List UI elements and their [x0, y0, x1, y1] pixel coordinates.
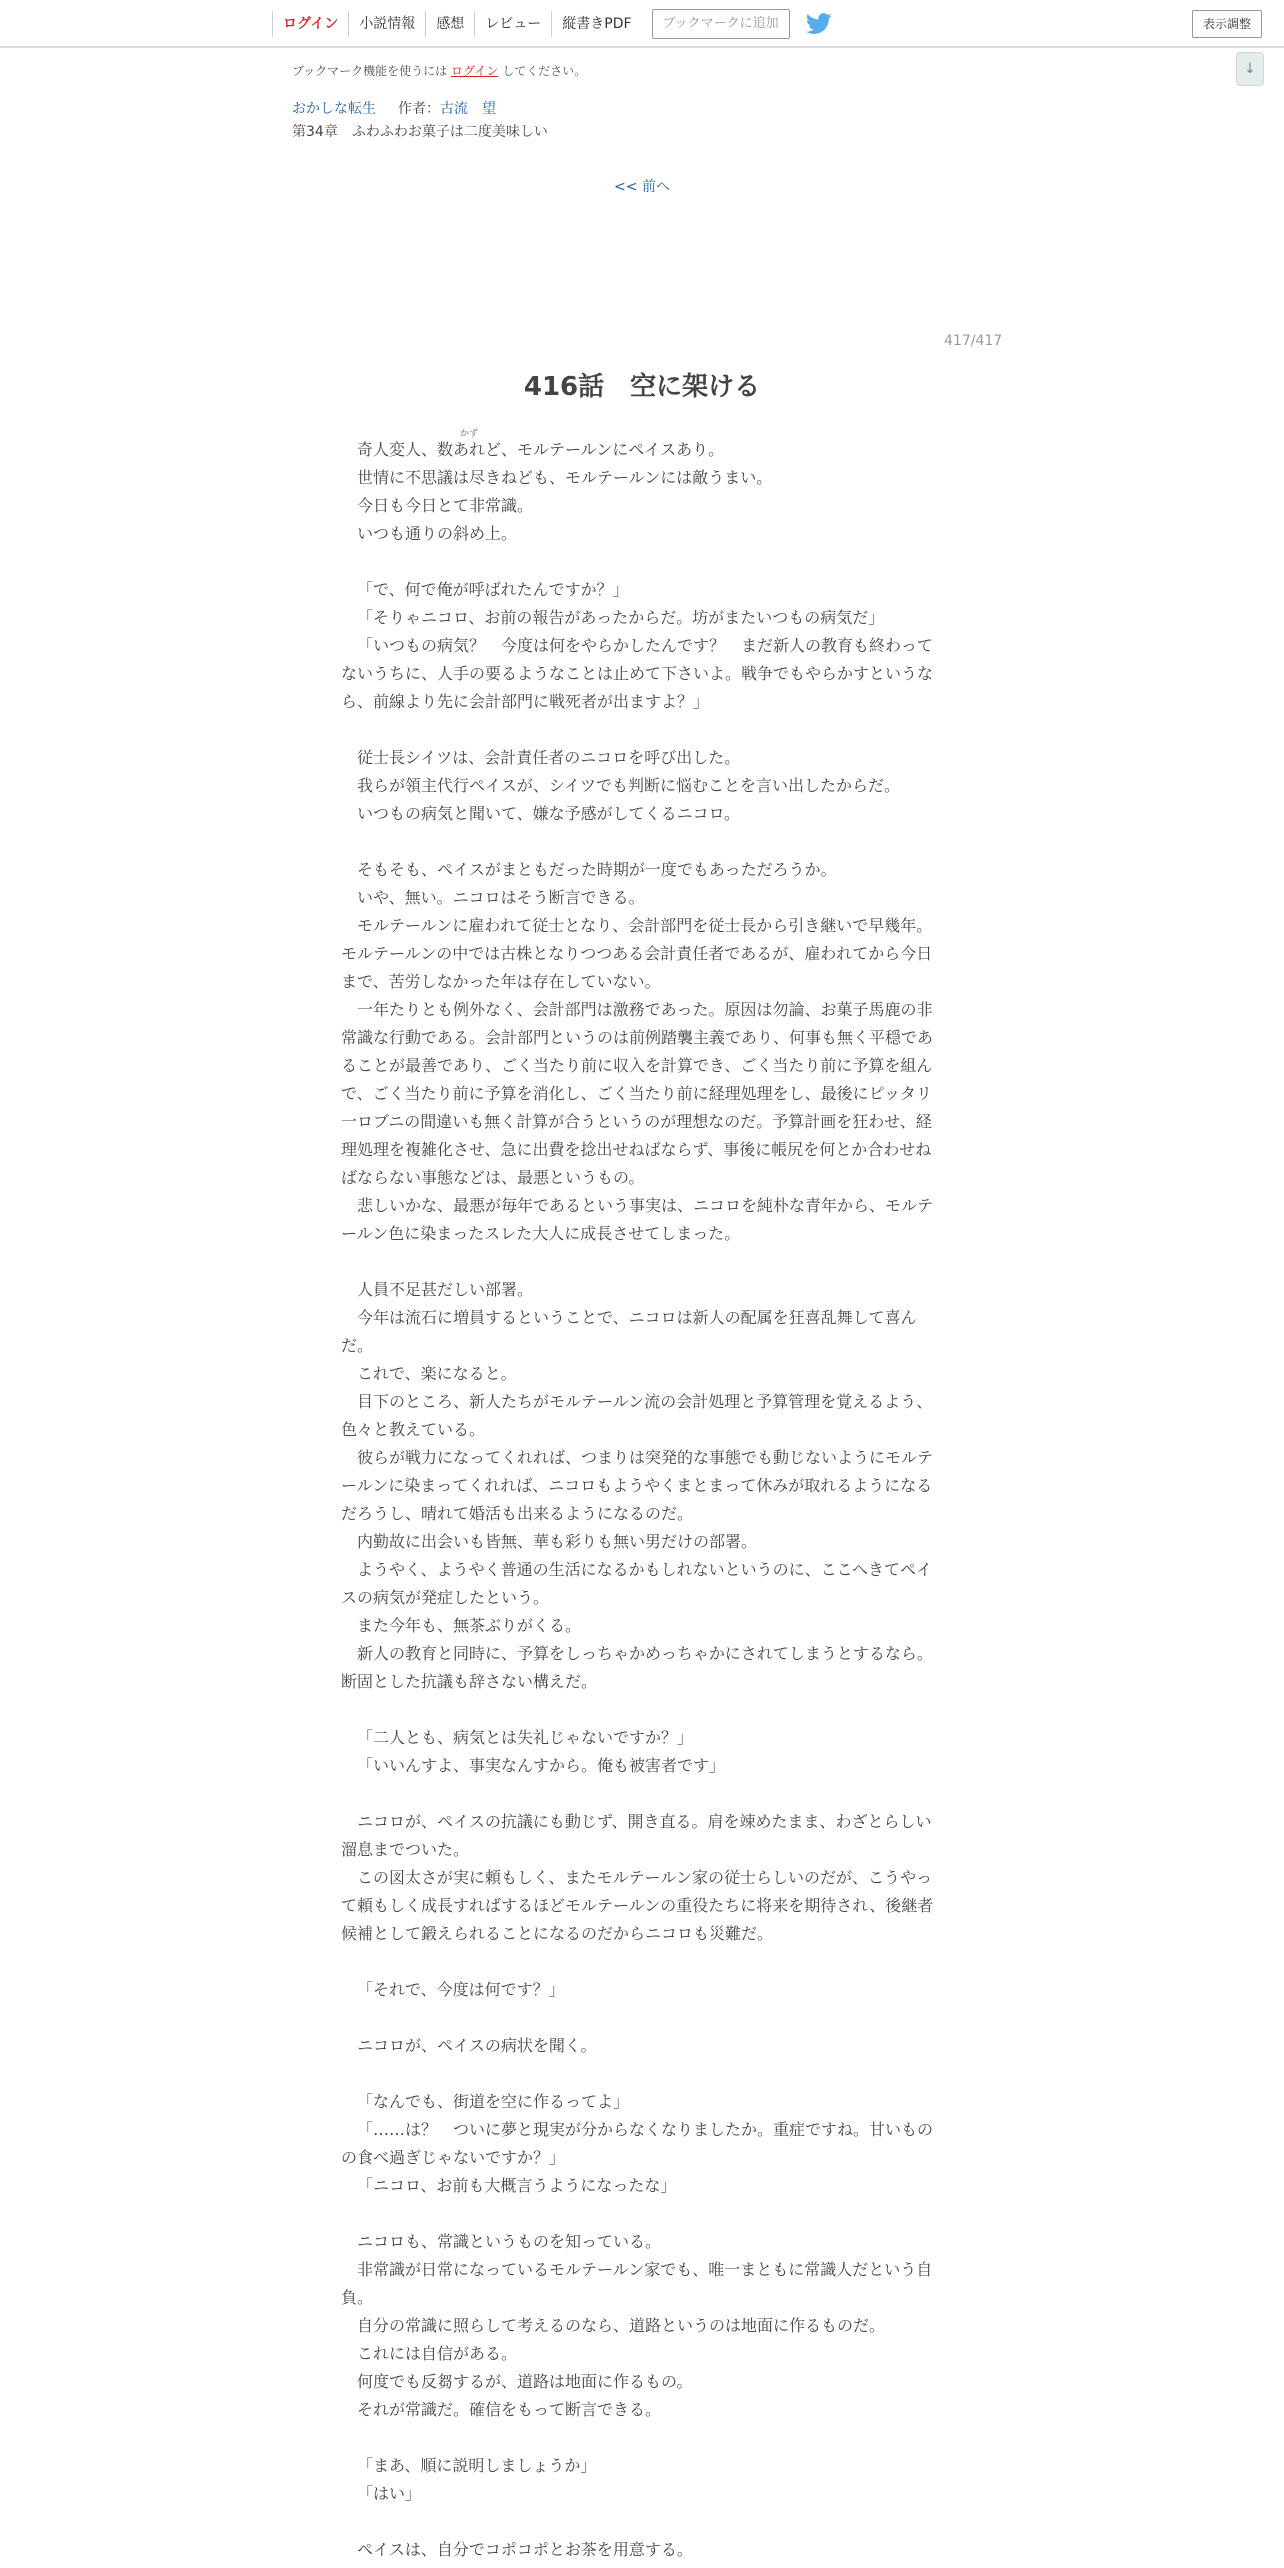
paragraph: 人員不足甚だしい部署。	[357, 1280, 534, 1299]
paragraph: 「なんでも、街道を空に作るってよ」	[357, 2092, 630, 2111]
global-header	[0, 0, 1284, 48]
paragraph: 悲しいかな、最悪が毎年であるという事実は、ニコロを純朴な青年から、モルテールン色に染まったスレた大人に成長させてしまった。	[341, 1196, 934, 1243]
notice-text: ブックマーク機能を使うには	[292, 64, 451, 78]
add-bookmark-button[interactable]: ブックマークに追加	[652, 9, 790, 39]
blank-line	[341, 2004, 937, 2032]
paragraph: 「ニコロ、お前も大概言うようになったな」	[357, 2176, 677, 2195]
scroll-down-button[interactable]: ↓	[1236, 52, 1264, 86]
prev-nav	[0, 176, 1284, 196]
paragraph: この図太さが実に頼もしく、またモルテールン家の従士らしいのだが、こうやって頼もしく成長すればするほどモルテールンの重役たちに将来を期待され、後継者候補として鍛えられることになるのだからニコロも災難だ。	[341, 1868, 934, 1943]
author-link[interactable]: 古流 望	[440, 101, 496, 117]
paragraph: また今年も、無茶ぶりがくる。	[357, 1616, 582, 1635]
paragraph: いつも通りの斜め上。	[357, 524, 518, 543]
blank-line	[341, 828, 937, 856]
blank-line	[341, 1780, 937, 1808]
paragraph: 「いいんすよ、事実なんすから。俺も被害者です」	[357, 1756, 726, 1775]
paragraph: モルテールンに雇われて従士となり、会計部門を従士長から引き継いで早幾年。モルテールンの中では古株となりつつある会計責任者であるが、雇われてから今日まで、苦労しなかった年は存在していない。	[341, 916, 933, 991]
episode-title: 416話 空に架ける	[523, 372, 761, 402]
paragraph: 内勤故に出会いも皆無、華も彩りも無い男だけの部署。	[357, 1532, 758, 1551]
paragraph: 奇人変人、数あれど、モルテールンにペイスあり。 かず	[357, 429, 725, 459]
paragraph: 一年たりとも例外なく、会計部門は激務であった。原因は勿論、お菓子馬鹿の非常識な行動である。会計部門というのは前例踏襲主義であり、何事も無く平穏であることが最善であり、ごく当たり前に収入を計算でき、ごく当たり前に予算を組んで、ごく当たり前に予算を消化し、ごく当たり前に経理処理をし、最後にピッタリ一ロブニの間違いも無く計算が合うというのが理想なのだ。予算計画を狂わせ、経理処理を複雑化させ、急に出費を捻出せねばならず、事後に帳尻を何とか合わせねばならない事態などは、最悪というもの。	[341, 1000, 934, 1187]
paragraph: ニコロも、常識というものを知っている。	[357, 2232, 662, 2251]
paragraph: 今日も今日とて非常識。	[357, 496, 534, 515]
paragraph: 「いつもの病気？ 今度は何をやらかしたんです？ まだ新人の教育も終わってないうちに、人手の要るようなことは止めて下さいよ。戦争でもやらかすというなら、前線より先に会計部門に戦死者が出ますよ？」	[341, 636, 934, 711]
paragraph: これで、楽になると。	[357, 1364, 517, 1383]
nav-novel-info[interactable]: 小説情報	[348, 11, 425, 37]
paragraph: そもそも、ペイスがまともだった時期が一度でもあっただろうか。	[357, 860, 837, 879]
blank-line	[341, 2508, 937, 2536]
paragraph: 「そりゃニコロ、お前の報告があったからだ。坊がまたいつもの病気だ」	[357, 608, 885, 627]
nav-login[interactable]: ログイン	[272, 11, 348, 37]
paragraph: ようやく、ようやく普通の生活になるかもしれないというのに、ここへきてペイスの病気が発症したという。	[341, 1560, 933, 1607]
paragraph: 「はい」	[357, 2484, 422, 2503]
paragraph: これには自信がある。	[357, 2344, 518, 2363]
nav-vertical-pdf[interactable]: 縦書きPDF	[551, 11, 641, 37]
paragraph: いや、無い。ニコロはそう断言できる。	[357, 888, 645, 907]
notice-login-link[interactable]: ログイン	[450, 64, 499, 78]
notice-text-end: してください。	[498, 64, 587, 78]
header-nav	[272, 0, 832, 48]
blank-line	[341, 1948, 937, 1976]
paragraph: ニコロが、ペイスの抗議にも動じず、開き直る。肩を竦めたまま、わざとらしい溜息までついた。	[341, 1812, 932, 1859]
paragraph: 何度でも反芻するが、道路は地面に作るもの。	[357, 2372, 693, 2391]
paragraph: 「まあ、順に説明しましょうか」	[357, 2456, 597, 2475]
novel-body	[341, 429, 937, 2564]
paragraph: 「で、何で俺が呼ばれたんですか？」	[357, 580, 629, 599]
nav-review[interactable]: レビュー	[474, 11, 551, 37]
paragraph: 今年は流石に増員するということで、ニコロは新人の配属を狂喜乱舞して喜んだ。	[341, 1308, 917, 1355]
blank-line	[341, 716, 937, 744]
author-label: 作者：	[398, 101, 440, 117]
paragraph: 「二人とも、病気とは失礼じゃないですか？」	[357, 1728, 694, 1747]
paragraph: 自分の常識に照らして考えるのなら、道路というのは地面に作るものだ。	[357, 2316, 886, 2335]
page-counter: 417/417	[944, 333, 1003, 349]
paragraph: ニコロが、ペイスの病状を聞く。	[357, 2036, 597, 2055]
paragraph: 我らが領主代行ペイスが、シイツでも判断に悩むことを言い出したからだ。	[357, 776, 901, 795]
paragraph: 「……は？ ついに夢と現実が分からなくなりましたか。重症ですね。甘いものの食べ過ぎじゃないですか？」	[341, 2120, 934, 2167]
paragraph: 目下のところ、新人たちがモルテールン流の会計処理と予算管理を覚えるよう、色々と教えている。	[341, 1392, 933, 1439]
chapter-title: 第34章 ふわふわお菓子は二度美味しい	[292, 124, 548, 140]
bookmark-login-notice	[292, 62, 586, 79]
nav-impressions[interactable]: 感想	[425, 11, 474, 37]
blank-line	[341, 2200, 937, 2228]
blank-line	[341, 2060, 937, 2088]
blank-line	[341, 548, 937, 576]
paragraph: 従士長シイツは、会計責任者のニコロを呼び出した。	[357, 748, 741, 767]
twitter-icon[interactable]	[806, 13, 832, 35]
paragraph: 新人の教育と同時に、予算をしっちゃかめっちゃかにされてしまうとするなら。断固とした抗議も辞さない構えだ。	[341, 1644, 933, 1691]
paragraph: それが常識だ。確信をもって断言できる。	[357, 2400, 662, 2419]
paragraph: 世情に不思議は尽きねども、モルテールンには敵うまい。	[357, 468, 773, 487]
paragraph: 非常識が日常になっているモルテールン家でも、唯一まともに常識人だという自負。	[341, 2260, 933, 2307]
novel-title-link[interactable]: おかしな転生	[292, 101, 376, 117]
paragraph: 「それで、今度は何です？」	[357, 1980, 565, 1999]
blank-line	[341, 2424, 937, 2452]
paragraph: 彼らが戦力になってくれれば、つまりは突発的な事態でも動じないようにモルテールンに染まってくれれば、ニコロもようやくまとまって休みが取れるようになるだろうし、晴れて婚活も出来るようになるのだ。	[341, 1448, 934, 1523]
blank-line	[341, 1248, 937, 1276]
blank-line	[341, 1696, 937, 1724]
paragraph: いつもの病気と聞いて、嫌な予感がしてくるニコロ。	[357, 804, 741, 823]
novel-info-line	[292, 98, 496, 118]
display-settings-button[interactable]: 表示調整	[1192, 10, 1262, 38]
ruby-annotation: かず	[460, 429, 479, 439]
prev-page-link[interactable]: << 前へ	[614, 179, 670, 195]
paragraph: ペイスは、自分でコポコポとお茶を用意する。	[357, 2540, 693, 2559]
